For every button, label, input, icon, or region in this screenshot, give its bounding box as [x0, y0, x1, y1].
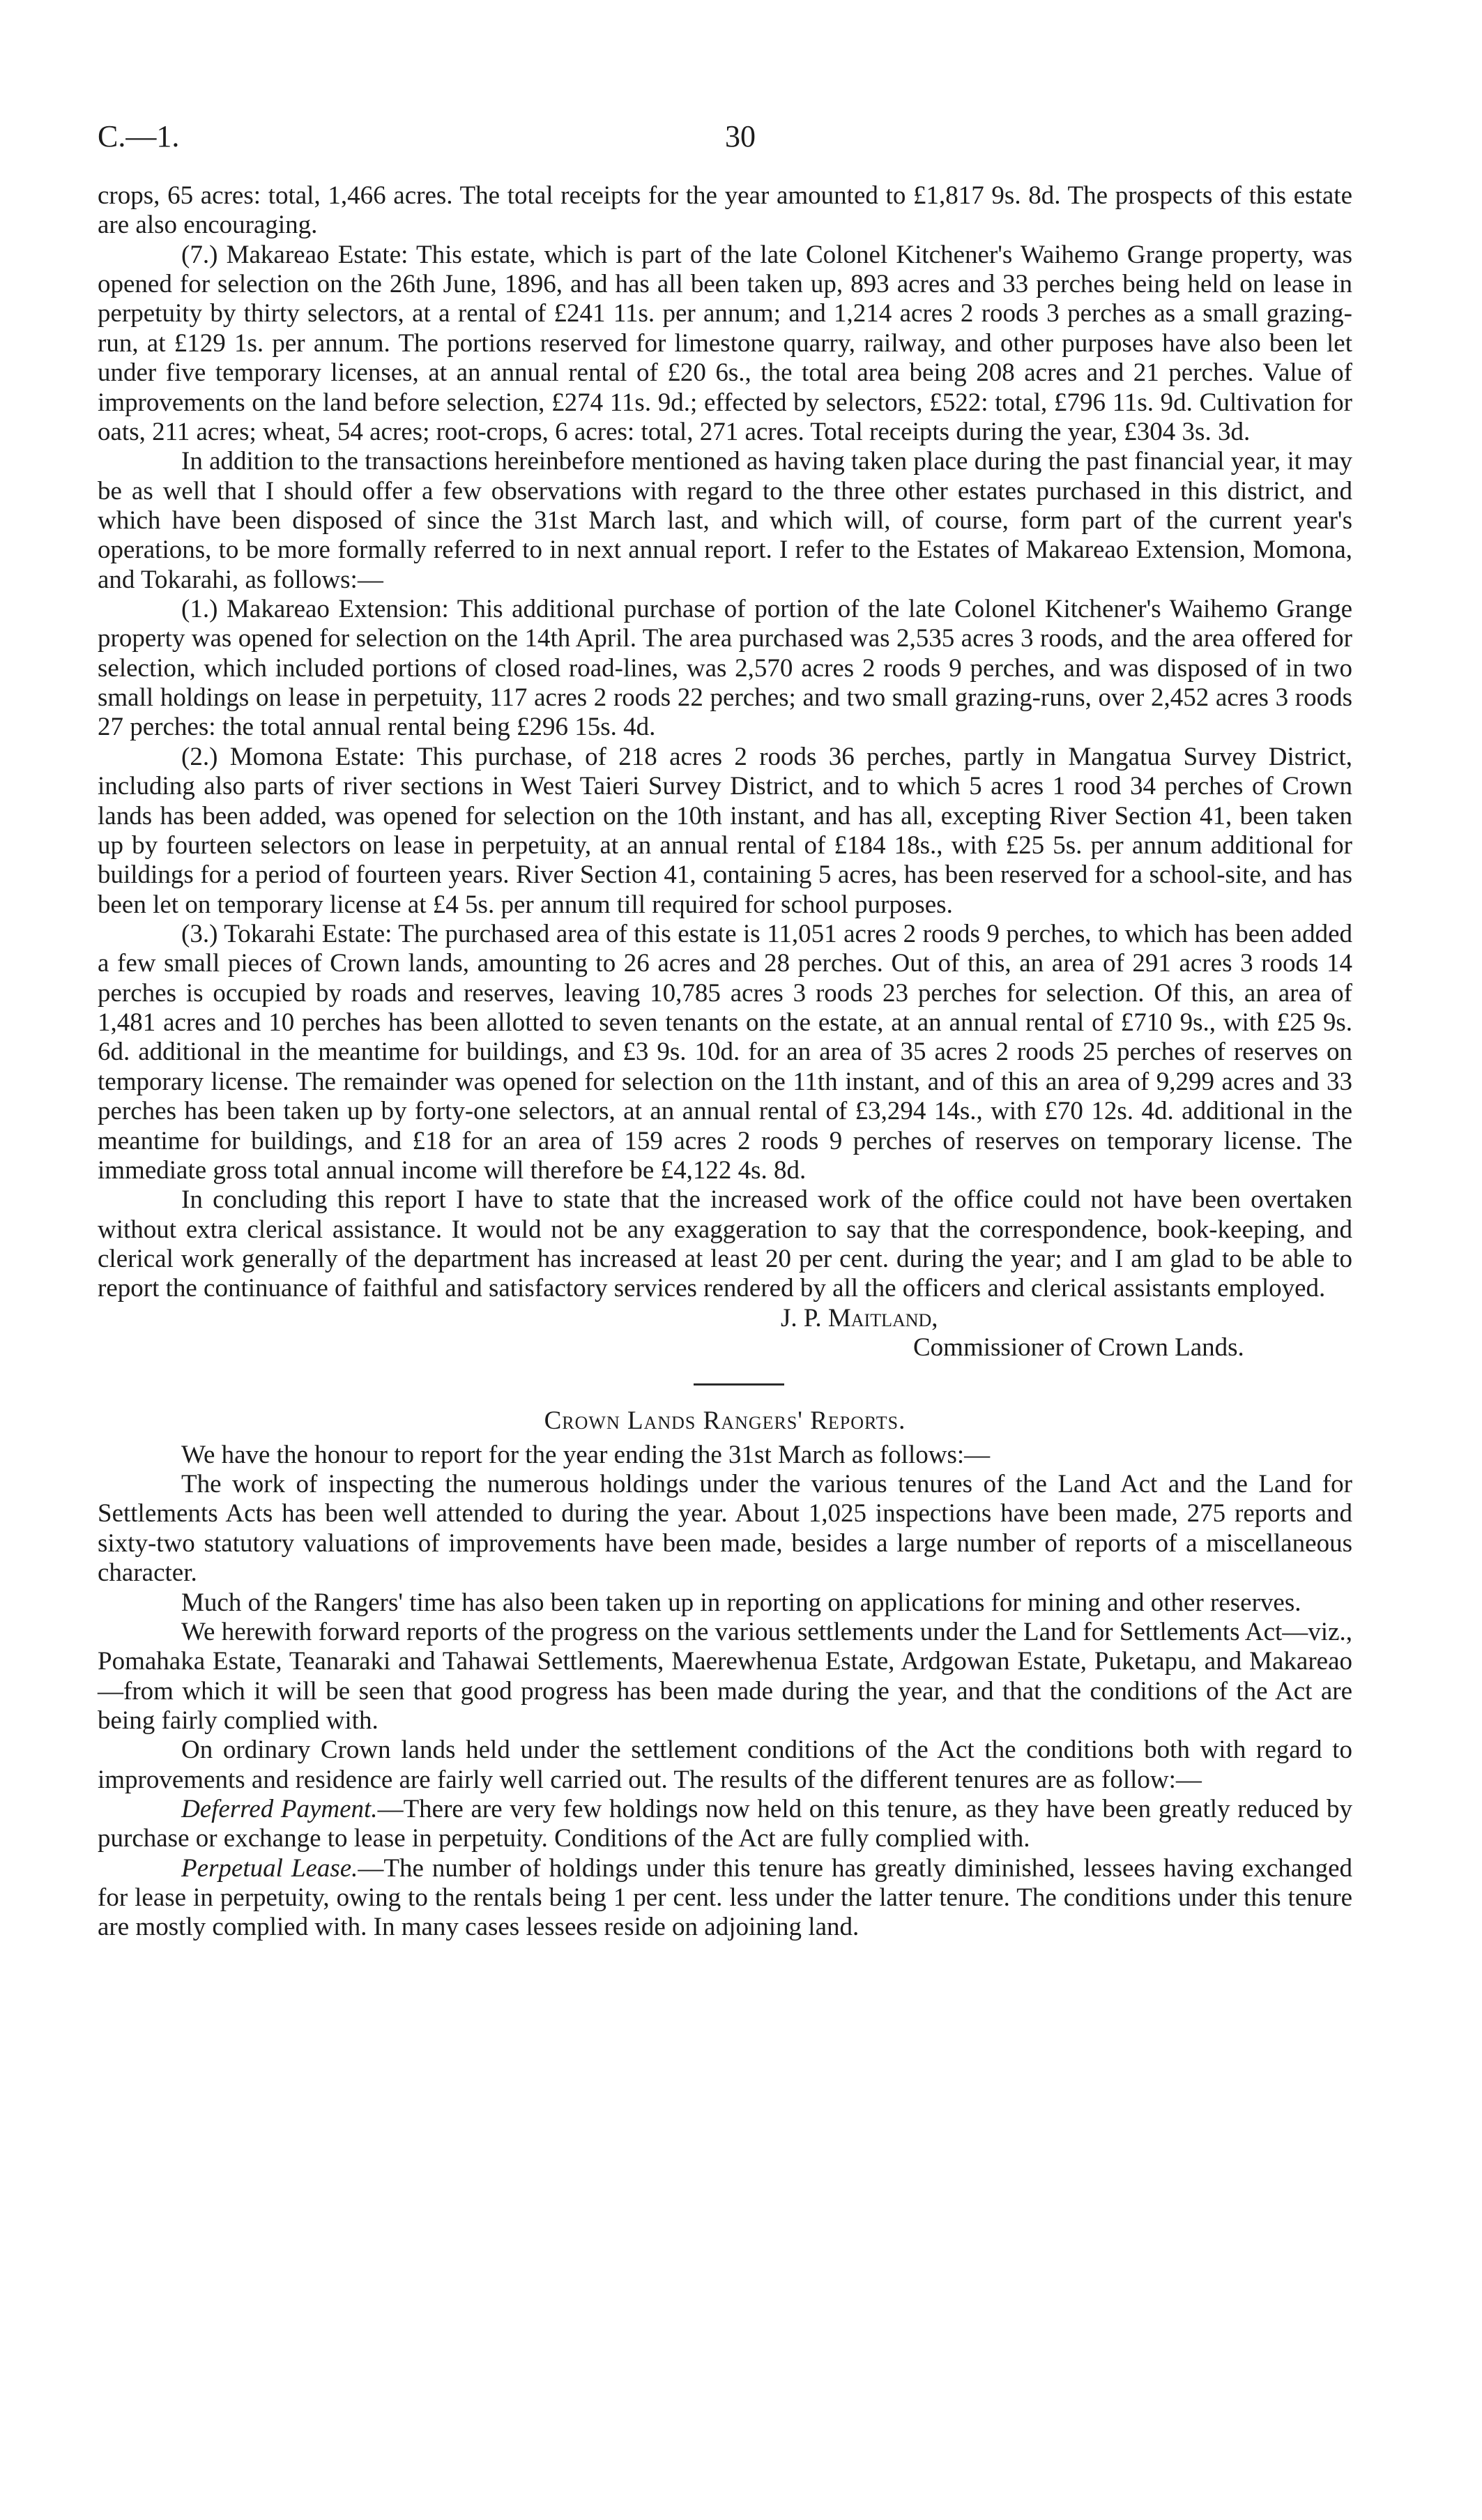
- paragraph-momona-estate: (2.) Momona Estate: This purchase, of 218 acres 2 roods 36 perches, partly in Mangatua Survey District, including also parts of river sections in West Taieri Survey District, and to which 5 acres 1 rood 34 perches of Crown lands has been added, was opened for selection on the 10th instant, and has all, excepting River Section 41, been taken up by fourteen selectors on lease in perpetuity, at an annual rental of £184 18s., with £25 5s. per annum additional for buildings for a period of fourteen years. River Section 41, containing 5 acres, has been reserved for a school-site, and has been let on temporary license at £4 5s. per annum till required for school purposes.: [98, 742, 1352, 919]
- tenure-term: Deferred Payment.: [181, 1795, 378, 1824]
- tenure-term: Perpetual Lease.: [181, 1853, 358, 1883]
- document-reference: C.—1.: [98, 119, 180, 153]
- page-header: [0, 119, 1482, 160]
- paragraph: In addition to the transactions hereinbefore mentioned as having taken place during the past financial year, it may be as well that I should offer a few observations with regard to the three other estates purchased in this district, and which have been disposed of since the 31st March last, and which will, of course, form part of the current year's operations, to be more formally referred to in next annual report. I refer to the Estates of Makareao Extension, Momona, and Tokarahi, as follows:—: [98, 447, 1352, 594]
- section-divider: [694, 1383, 784, 1386]
- paragraph: Much of the Rangers' time has also been taken up in reporting on applications for mining and other reserves.: [181, 1588, 1301, 1617]
- signatory-name: J. P. Maitland,: [781, 1303, 938, 1333]
- signatory-title: Commissioner of Crown Lands.: [913, 1333, 1244, 1363]
- paragraph: We have the honour to report for the year ending the 31st March as follows:—: [181, 1440, 991, 1469]
- paragraph-makareao-estate: (7.) Makareao Estate: This estate, which is part of the late Colonel Kitchener's Waihemo Grange property, was opened for selection on the 26th June, 1896, and has all been taken up, 893 acres and 33 perches being held on lease in perpetuity by thirty selectors, at a rental of £241 11s. per annum; and 1,214 acres 2 roods 3 perches as a small grazing-run, at £129 1s. per annum. The portions reserved for limestone quarry, railway, and other purposes have also been let under five temporary licenses, at an annual rental of £20 6s., the total area being 208 acres and 21 perches. Value of improvements on the land before selection, £274 11s. 9d.; effected by selectors, £522: total, £796 11s. 9d. Cultivation for oats, 211 acres; wheat, 54 acres; root-crops, 6 acres: total, 271 acres. Total receipts during the year, £304 3s. 3d.: [98, 240, 1352, 446]
- tenure-deferred-payment: [98, 1795, 1352, 1854]
- paragraph-makareao-extension: (1.) Makareao Extension: This additional purchase of portion of the late Colonel Kitchener's Waihemo Grange property was opened for selection on the 14th April. The area purchased was 2,535 acres 3 roods, and the area offered for selection, which included portions of closed road-lines, was 2,570 acres 2 roods 9 perches, and was disposed of in two small holdings on lease in perpetuity, 117 acres 2 roods 22 perches; and two small grazing-runs, over 2,452 acres 3 roods 27 perches: the total annual rental being £296 15s. 4d.: [98, 595, 1352, 742]
- signature-block: [98, 1304, 1352, 1363]
- paragraph: On ordinary Crown lands held under the settlement conditions of the Act the conditions both with regard to improvements and residence are fairly well carried out. The results of the different tenures are as follow:—: [98, 1736, 1352, 1794]
- tenure-text: —The number of holdings under this tenure has greatly diminished, lessees having exchanged for lease in perpetuity, owing to the rentals being 1 per cent. less under the latter tenure. The conditions under this tenure are mostly complied with. In many cases lessees reside on adjoining land.: [98, 1853, 1352, 1942]
- section-heading: Crown Lands Rangers' Reports.: [544, 1406, 906, 1436]
- paragraph-tokarahi-estate: (3.) Tokarahi Estate: The purchased area of this estate is 11,051 acres 2 roods 9 perches, to which has been added a few small pieces of Crown lands, amounting to 26 acres and 28 perches. Out of this, an area of 291 acres 3 roods 14 perches is occupied by roads and reserves, leaving 10,785 acres 3 roods 23 perches for selection. Of this, an area of 1,481 acres and 10 perches has been allotted to seven tenants on the estate, at an annual rental of £710 9s., with £25 9s. 6d. additional in the meantime for buildings, and £3 9s. 10d. for an area of 35 acres 2 roods 25 perches of reserves on temporary license. The remainder was opened for selection on the 11th instant, and of this an area of 9,299 acres and 33 perches has been taken up by forty-one selectors, at an annual rental of £3,294 14s., with £70 12s. 4d. additional in the meantime for buildings, and £18 for an area of 159 acres 2 roods 9 perches of reserves on temporary license. The immediate gross total annual income will therefore be £4,122 4s. 8d.: [98, 919, 1352, 1185]
- tenure-text: —There are very few holdings now held on this tenure, as they have been greatly reduced by purchase or exchange to lease in perpetuity. Conditions of the Act are fully complied with.: [98, 1795, 1353, 1853]
- page-body: [98, 181, 1352, 1943]
- paragraph-conclusion: In concluding this report I have to state that the increased work of the office could not have been overtaken without extra clerical assistance. It would not be any exaggeration to say that the correspondence, book-keeping, and clerical work generally of the department has increased at least 20 per cent. during the year; and I am glad to be able to report the continuance of faithful and satisfactory services rendered by all the officers and clerical assistants employed.: [98, 1185, 1352, 1303]
- paragraph: The work of inspecting the numerous holdings under the various tenures of the Land Act and the Land for Settlements Acts has been well attended to during the year. About 1,025 inspections have been made, 275 reports and sixty-two statutory valuations of improvements have been made, besides a large number of reports of a miscellaneous character.: [98, 1470, 1352, 1588]
- paragraph: crops, 65 acres: total, 1,466 acres. The total receipts for the year amounted to £1,817 9s. 8d. The prospects of this estate are also encouraging.: [98, 181, 1352, 240]
- tenure-perpetual-lease: [98, 1854, 1352, 1943]
- page-number: 30: [725, 119, 756, 153]
- paragraph-settlements: We herewith forward reports of the progress on the various settlements under the Land for Settlements Act—viz., Pomahaka Estate, Teanaraki and Tahawai Settlements, Maerewhenua Estate, Ardgowan Estate, Puketapu, and Makareao—from which it will be seen that good progress has been made during the year, and that the conditions of the Act are being fairly complied with.: [98, 1617, 1352, 1735]
